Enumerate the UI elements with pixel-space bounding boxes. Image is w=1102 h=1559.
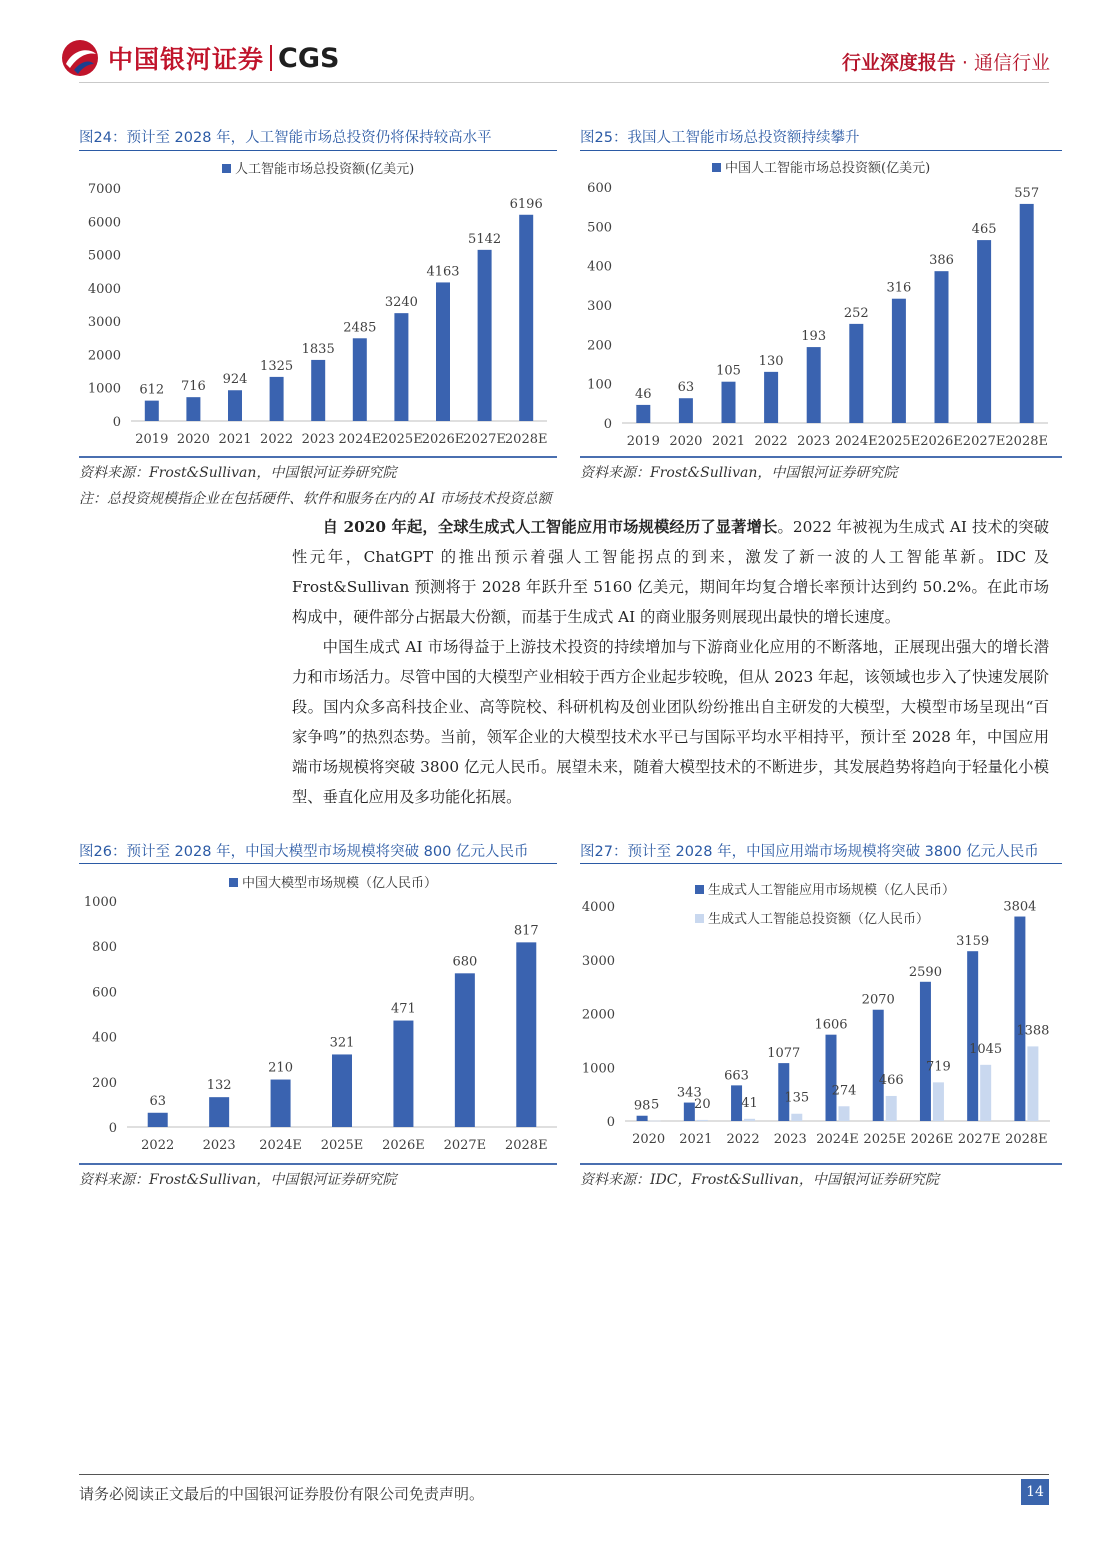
footer-disclaimer: 请务必阅读正文最后的中国银河证券股份有限公司免责声明。	[79, 1485, 485, 1503]
fig26-data-label: 132	[206, 1078, 232, 1094]
fig25-bar	[764, 372, 778, 423]
fig24-bar	[478, 250, 492, 421]
fig27-chart	[580, 868, 1062, 1167]
fig27-x-tick-label: 2028E	[1005, 1132, 1048, 1147]
paragraph-1	[292, 512, 1049, 632]
fig27-title-rule	[580, 863, 1062, 864]
fig27-data-label: 3804	[1003, 899, 1037, 915]
fig26-x-tick-label: 2025E	[320, 1138, 364, 1153]
fig27-bar	[650, 1121, 661, 1122]
fig27-data-label: 98	[633, 1098, 651, 1114]
fig24-title-rule	[79, 150, 557, 151]
fig24-bar	[436, 282, 450, 421]
fig24-data-label: 3240	[384, 295, 418, 311]
fig27-x-tick-label: 2027E	[957, 1132, 1001, 1147]
fig27-data-label: 466	[878, 1072, 904, 1088]
fig26-bottom-rule	[79, 1163, 557, 1165]
fig25-bar	[977, 240, 991, 423]
fig24-title: 图24：预计至 2028 年，人工智能市场总投资仍将保持较高水平	[79, 130, 492, 146]
body-text	[292, 512, 1049, 812]
fig25-x-tick-label: 2022	[754, 434, 788, 449]
fig26-source: 资料来源：Frost&Sullivan，中国银河证券研究院	[79, 1172, 397, 1188]
fig24-data-label: 2485	[343, 320, 377, 336]
fig27-y-tick-label: 2000	[581, 1007, 615, 1023]
fig25-x-tick-label: 2024E	[835, 434, 878, 449]
fig24-y-tick-label: 4000	[87, 281, 121, 297]
fig24-x-tick-label: 2020	[176, 432, 210, 447]
fig26-y-tick-label: 0	[108, 1121, 117, 1136]
fig25-bar	[722, 382, 736, 423]
fig24-legend-label: 人工智能市场总投资额(亿美元)	[235, 162, 415, 177]
fig24-chart	[79, 155, 559, 459]
galaxy-logo-icon	[60, 38, 100, 78]
fig25-x-tick-label: 2027E	[962, 434, 1006, 449]
fig25-bar	[849, 324, 863, 423]
fig25-data-label: 130	[758, 353, 784, 369]
fig26-data-label: 471	[391, 1001, 416, 1017]
fig24-data-label: 612	[139, 382, 165, 398]
fig24-x-tick-label: 2023	[301, 432, 335, 447]
fig27-x-tick-label: 2024E	[816, 1132, 859, 1147]
fig25-data-label: 316	[886, 280, 912, 296]
fig27-data-label: 2590	[908, 964, 942, 980]
fig24-legend-swatch	[222, 164, 231, 173]
report-type-separator: ·	[961, 52, 968, 74]
fig27-data-label: 135	[784, 1090, 810, 1106]
fig27-y-tick-label: 3000	[581, 953, 615, 969]
fig27-data-label: 1606	[814, 1017, 848, 1033]
fig27-data-label: 343	[676, 1085, 702, 1101]
fig27-bar	[697, 1120, 708, 1121]
fig25-y-tick-label: 600	[587, 181, 612, 196]
fig27-source: 资料来源：IDC，Frost&Sullivan，中国银河证券研究院	[580, 1172, 939, 1188]
industry-label: 通信行业	[973, 52, 1050, 74]
fig27-data-label: 41	[741, 1095, 758, 1111]
fig24-x-tick-label: 2019	[135, 432, 169, 447]
page-header	[0, 0, 1102, 110]
fig24-x-tick-label: 2028E	[504, 432, 548, 447]
fig25-data-label: 465	[971, 222, 997, 238]
fig27-bar	[791, 1114, 802, 1121]
logo-separator	[270, 45, 272, 71]
fig25-y-tick-label: 300	[587, 299, 612, 314]
fig26-x-tick-label: 2026E	[382, 1138, 425, 1153]
fig25-bar	[807, 347, 821, 423]
fig26-bar	[209, 1097, 229, 1127]
footer-divider	[79, 1474, 1049, 1475]
paragraph-1-lead: 自 2020 年起，全球生成式人工智能应用市场规模经历了显著增长	[322, 518, 778, 536]
fig27-data-label: 663	[724, 1068, 749, 1084]
fig27-x-tick-label: 2023	[773, 1132, 807, 1147]
fig27-data-label: 3159	[956, 934, 990, 950]
fig24-y-tick-label: 5000	[87, 248, 121, 264]
fig26-data-label: 817	[513, 923, 539, 939]
fig25-chart	[580, 155, 1062, 459]
fig26-y-tick-label: 400	[92, 1030, 117, 1046]
fig26-bar	[332, 1054, 352, 1127]
fig24-x-tick-label: 2027E	[463, 432, 506, 447]
fig26-y-tick-label: 600	[92, 985, 117, 1001]
fig26-bar	[148, 1113, 168, 1127]
fig27-x-tick-label: 2025E	[863, 1132, 907, 1147]
fig25-bar	[1020, 204, 1034, 423]
fig27-x-tick-label: 2026E	[910, 1132, 954, 1147]
fig27-x-tick-label: 2022	[726, 1132, 760, 1147]
fig26-legend-label: 中国大模型市场规模（亿人民币）	[242, 876, 438, 891]
fig25-legend-swatch	[712, 163, 721, 172]
fig24-data-label: 4163	[426, 264, 460, 280]
fig27-legend-swatch	[695, 914, 704, 923]
fig24-y-tick-label: 6000	[87, 215, 121, 231]
fig24-x-tick-label: 2021	[218, 432, 252, 447]
fig24-bar	[270, 377, 284, 421]
fig24-y-tick-label: 0	[112, 415, 121, 430]
fig27-bottom-rule	[580, 1163, 1062, 1165]
fig26-data-label: 321	[329, 1035, 355, 1051]
report-type	[842, 48, 1050, 75]
fig27-y-tick-label: 0	[606, 1115, 615, 1130]
fig26-bar	[455, 973, 475, 1127]
fig25-data-label: 63	[677, 380, 695, 396]
fig27-x-tick-label: 2021	[679, 1132, 713, 1147]
fig24-data-label: 1835	[301, 341, 335, 357]
fig26-bar	[516, 942, 536, 1127]
fig25-legend-label: 中国人工智能市场总投资额(亿美元)	[725, 161, 931, 176]
fig24-y-tick-label: 1000	[87, 381, 121, 397]
fig26-title-rule	[79, 863, 557, 864]
fig27-y-tick-label: 4000	[581, 900, 615, 915]
fig26-x-tick-label: 2024E	[259, 1138, 302, 1153]
fig27-data-label: 274	[831, 1083, 857, 1099]
fig24-data-label: 6196	[509, 196, 543, 212]
fig24-bar	[228, 390, 242, 421]
fig25-bar	[679, 398, 693, 423]
fig25-y-tick-label: 500	[587, 220, 612, 236]
fig27-data-label: 2070	[861, 992, 895, 1008]
fig24-x-tick-label: 2024E	[338, 432, 382, 447]
fig25-source: 资料来源：Frost&Sullivan，中国银河证券研究院	[580, 465, 898, 481]
fig27-data-label: 5	[650, 1097, 660, 1113]
header-divider	[79, 82, 1049, 83]
fig24-note: 注：总投资规模指企业在包括硬件、软件和服务在内的 AI 市场技术投资总额	[79, 491, 552, 507]
fig26-x-tick-label: 2028E	[504, 1138, 548, 1153]
paragraph-1-rest: 。2022 年被视为生成式 AI 技术的突破性元年，ChatGPT 的推出预示着强人工智能拐点的到来，激发了新一波的人工智能革新。IDC 及 Frost&Sullivan 预测将于 2028 年跃升至 5160 亿美元，期间年均复合增长率预计达到约 50.2%。在此市场构成中，硬件部分占据最大份额，而基于生成式 AI 的商业服务则展现出最快的增长速度。	[292, 518, 1049, 626]
fig25-y-tick-label: 100	[587, 377, 612, 393]
fig24-data-label: 924	[222, 372, 248, 388]
fig26-legend-swatch	[229, 878, 238, 887]
fig24-data-label: 1325	[260, 358, 294, 374]
fig24-data-label: 5142	[468, 231, 502, 247]
fig26-bar	[393, 1021, 413, 1127]
fig24-y-tick-label: 7000	[87, 182, 121, 197]
logo-english-name: CGS	[278, 42, 340, 74]
fig27-data-label: 1045	[969, 1041, 1003, 1057]
fig25-y-tick-label: 0	[603, 417, 612, 432]
fig26-data-label: 210	[268, 1060, 293, 1076]
brand-logo	[60, 38, 339, 78]
fig27-data-label: 719	[926, 1059, 951, 1075]
fig27-bar	[1014, 917, 1025, 1121]
fig25-y-tick-label: 400	[587, 259, 612, 275]
fig24-bar	[186, 397, 200, 421]
fig24-x-tick-label: 2026E	[421, 432, 465, 447]
fig27-bar	[967, 951, 978, 1121]
fig25-data-label: 386	[929, 253, 954, 269]
fig27-legend-label: 生成式人工智能应用市场规模（亿人民币）	[708, 883, 956, 898]
fig27-legend-swatch	[695, 885, 704, 894]
logo-chinese-name: 中国银河证券	[108, 45, 265, 74]
fig25-x-tick-label: 2020	[669, 434, 703, 449]
fig24-bar	[311, 360, 325, 421]
fig27-bar	[1027, 1046, 1038, 1121]
fig27-bar	[920, 982, 931, 1121]
fig26-x-tick-label: 2022	[141, 1138, 175, 1153]
fig24-bar	[394, 313, 408, 421]
fig26-bar	[271, 1080, 291, 1127]
fig24-source: 资料来源：Frost&Sullivan，中国银河证券研究院	[79, 465, 397, 481]
fig27-title: 图27：预计至 2028 年，中国应用端市场规模将突破 3800 亿元人民币	[580, 844, 1039, 860]
fig26-x-tick-label: 2023	[202, 1138, 236, 1153]
fig24-data-label: 716	[180, 379, 206, 395]
fig24-x-tick-label: 2025E	[380, 432, 423, 447]
fig26-data-label: 63	[149, 1093, 166, 1109]
fig25-x-tick-label: 2019	[626, 434, 660, 449]
fig25-x-tick-label: 2028E	[1005, 434, 1048, 449]
fig27-data-label: 20	[694, 1096, 711, 1112]
fig25-data-label: 557	[1014, 185, 1040, 201]
fig25-data-label: 105	[716, 363, 741, 379]
fig25-bottom-rule	[580, 456, 1062, 458]
fig25-bar	[892, 299, 906, 423]
fig24-bar	[519, 215, 533, 421]
fig25-x-tick-label: 2023	[797, 434, 831, 449]
fig26-x-tick-label: 2027E	[443, 1138, 487, 1153]
fig24-y-tick-label: 3000	[87, 315, 121, 331]
fig26-y-tick-label: 200	[92, 1075, 117, 1091]
fig24-bottom-rule	[79, 456, 557, 458]
fig25-x-tick-label: 2025E	[877, 434, 921, 449]
fig25-data-label: 252	[843, 305, 869, 321]
fig27-bar	[826, 1035, 837, 1121]
fig25-data-label: 193	[801, 329, 827, 345]
fig26-y-tick-label: 800	[92, 940, 117, 956]
report-type-label: 行业深度报告	[841, 52, 956, 74]
fig26-chart	[79, 868, 559, 1167]
fig25-data-label: 46	[635, 386, 652, 402]
fig25-x-tick-label: 2026E	[920, 434, 963, 449]
fig26-title: 图26：预计至 2028 年，中国大模型市场规模将突破 800 亿元人民币	[79, 844, 529, 860]
fig25-title-rule	[580, 150, 1062, 151]
fig27-bar	[980, 1065, 991, 1121]
fig27-bar	[933, 1082, 944, 1121]
fig27-bar	[637, 1116, 648, 1121]
fig27-data-label: 1077	[767, 1046, 801, 1062]
fig27-legend-label: 生成式人工智能总投资额（亿人民币）	[708, 912, 930, 927]
fig27-x-tick-label: 2020	[632, 1132, 666, 1147]
fig26-data-label: 680	[452, 954, 478, 970]
fig27-bar	[873, 1010, 884, 1121]
fig27-y-tick-label: 1000	[581, 1061, 615, 1077]
fig24-x-tick-label: 2022	[260, 432, 294, 447]
fig25-bar	[935, 271, 949, 423]
fig27-bar	[886, 1096, 897, 1121]
fig27-bar	[744, 1119, 755, 1121]
fig25-title: 图25：我国人工智能市场总投资额持续攀升	[580, 130, 860, 146]
fig25-y-tick-label: 200	[587, 338, 612, 354]
fig24-bar	[145, 401, 159, 421]
fig26-y-tick-label: 1000	[83, 895, 117, 910]
page-number: 14	[1021, 1479, 1049, 1505]
fig27-bar	[839, 1106, 850, 1121]
paragraph-2: 中国生成式 AI 市场得益于上游技术投资的持续增加与下游商业化应用的不断落地，正展现出强大的增长潜力和市场活力。尽管中国的大模型产业相较于西方企业起步较晚，但从 2023 年起，该领域也步入了快速发展阶段。国内众多高科技企业、高等院校、科研机构及创业团队纷纷推出自主研发的大模型，大模型市场呈现出“百家争鸣”的热烈态势。当前，领军企业的大模型技术水平已与国际平均水平相持平，预计至 2028 年，中国应用端市场规模将突破 3800 亿元人民币。展望未来，随着大模型技术的不断进步，其发展趋势将趋向于轻量化小模型、垂直化应用及多功能化拓展。	[292, 638, 1049, 806]
fig27-data-label: 1388	[1016, 1023, 1050, 1039]
fig25-bar	[636, 405, 650, 423]
fig24-bar	[353, 338, 367, 421]
fig24-y-tick-label: 2000	[87, 348, 121, 364]
fig25-x-tick-label: 2021	[711, 434, 746, 449]
